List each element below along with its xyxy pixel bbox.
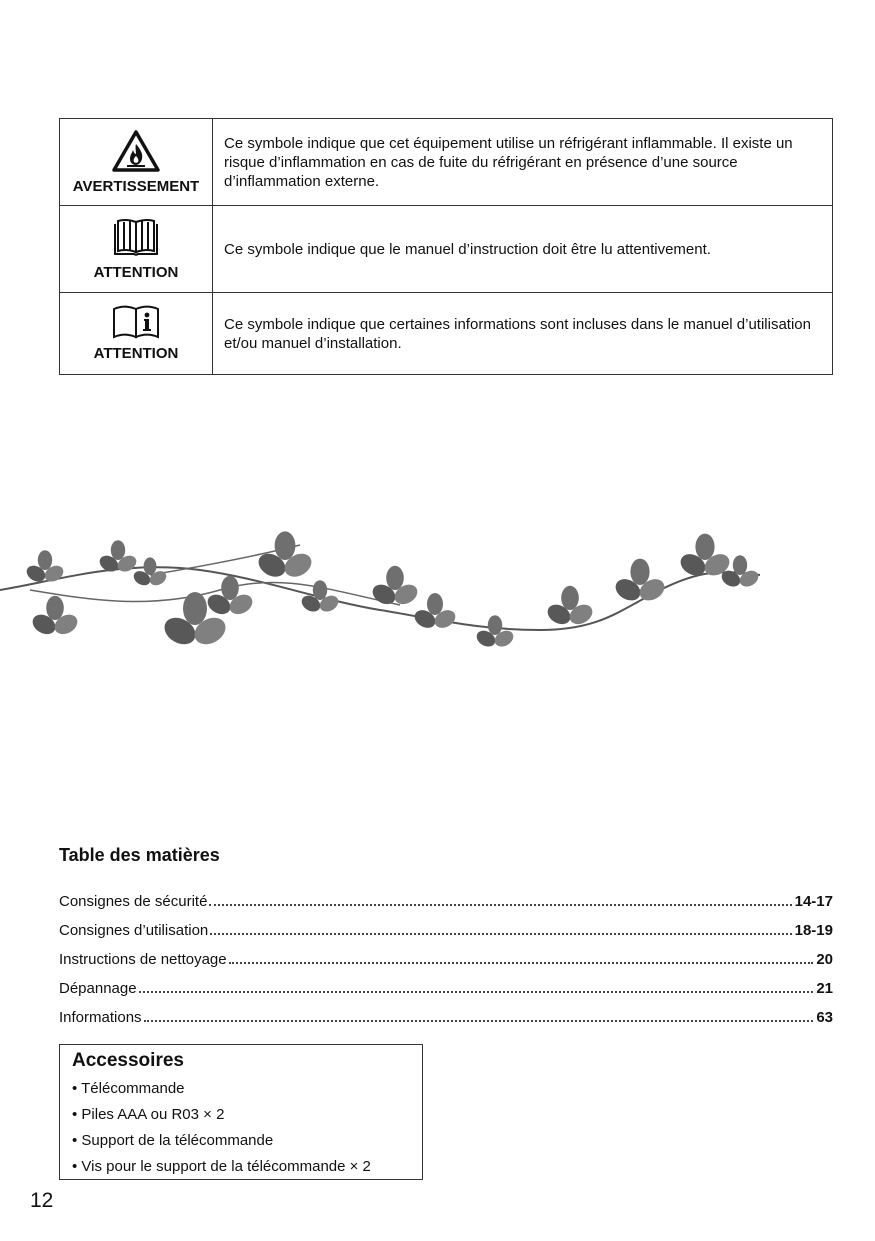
symbol-row-manual-info: [60, 293, 833, 375]
accessory-item: • Support de la télécommande: [72, 1132, 274, 1149]
symbol-table: [59, 118, 833, 375]
toc-entry-page: 20: [816, 951, 833, 968]
page-number: 12: [30, 1189, 54, 1212]
toc-leader-dots: [144, 1020, 814, 1022]
toc-entry[interactable]: [59, 910, 833, 939]
accessory-item: • Piles AAA ou R03 × 2: [72, 1106, 225, 1123]
toc-leader-dots: [210, 933, 791, 935]
toc-entry-page: 18-19: [794, 922, 833, 939]
toc-leader-dots: [209, 904, 791, 906]
toc-entry-label: Instructions de nettoyage: [59, 951, 227, 968]
toc-leader-dots: [229, 962, 814, 964]
toc-entry-page: 21: [816, 980, 833, 997]
symbol-cell: [60, 119, 213, 206]
toc-entry-label: Informations: [59, 1009, 142, 1026]
manual-info-icon: [111, 305, 161, 339]
toc-entry-page: 14-17: [794, 893, 833, 910]
toc-entry[interactable]: [59, 881, 833, 910]
accessory-item: • Vis pour le support de la télécommande × 2: [72, 1158, 371, 1175]
table-of-contents: [59, 845, 833, 1026]
flammable-warning-icon: [112, 130, 160, 172]
toc-entry[interactable]: [59, 939, 833, 968]
toc-entry-label: Consignes de sécurité: [59, 893, 208, 910]
toc-entry[interactable]: [59, 997, 833, 1026]
accessory-item: • Télécommande: [72, 1080, 185, 1097]
toc-leader-dots: [139, 991, 814, 993]
symbol-label: AVERTISSEMENT: [72, 177, 200, 195]
accessories-title: Accessoires: [72, 1050, 184, 1071]
toc-entry-page: 63: [816, 1009, 833, 1026]
toc-entry[interactable]: [59, 968, 833, 997]
symbol-description: Ce symbole indique que cet équipement utilise un réfrigérant inflammable. Il existe un risque d’inflammation en cas de fuite du réfrigérant en présence d’une source d’inflammation externe.: [213, 119, 833, 206]
toc-title: Table des matières: [59, 845, 220, 865]
symbol-row-flammable: [60, 119, 833, 206]
symbol-row-read-manual: [60, 206, 833, 293]
symbol-label: ATTENTION: [93, 345, 179, 362]
toc-entry-label: Dépannage: [59, 980, 137, 997]
clover-vine-icon: [0, 520, 875, 670]
symbol-description: Ce symbole indique que certaines informations sont incluses dans le manuel d’utilisation et/ou manuel d’installation.: [213, 293, 833, 375]
read-manual-icon: [111, 218, 161, 258]
toc-entry-label: Consignes d’utilisation: [59, 922, 209, 939]
symbol-label: ATTENTION: [93, 263, 179, 281]
symbol-description: Ce symbole indique que le manuel d’instruction doit être lu attentivement.: [213, 206, 833, 293]
accessories-box: [59, 1044, 423, 1180]
symbol-cell: [60, 293, 213, 375]
symbol-cell: [60, 206, 213, 293]
